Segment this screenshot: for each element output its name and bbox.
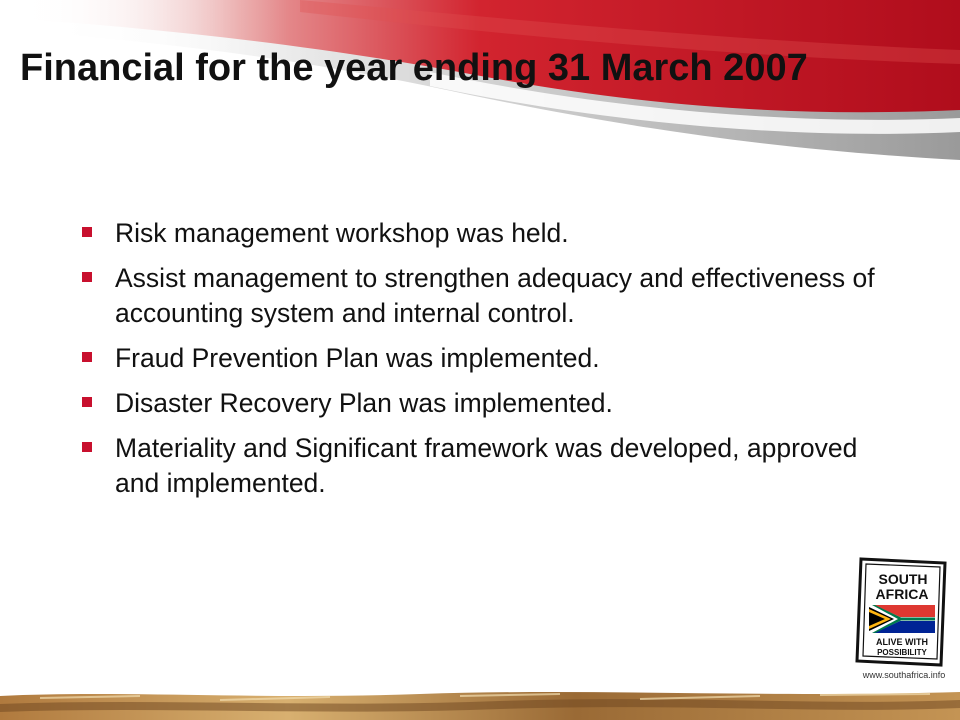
bullet-text: Materiality and Significant framework was developed, approved and implemented. [115, 433, 858, 498]
south-africa-flag-icon [869, 605, 935, 633]
square-bullet-icon [82, 442, 92, 452]
square-bullet-icon [82, 227, 92, 237]
logo-text-south: SOUTH [878, 571, 928, 587]
bullet-item [80, 431, 880, 501]
bullet-text: Risk management workshop was held. [115, 218, 569, 248]
bullet-text: Disaster Recovery Plan was implemented. [115, 388, 613, 418]
logo-tagline-line2: POSSIBILITY [877, 648, 927, 657]
square-bullet-icon [82, 397, 92, 407]
bottom-decorative-strip [0, 686, 960, 720]
square-bullet-icon [82, 352, 92, 362]
bullet-list [80, 216, 880, 511]
logo-text-africa: AFRICA [875, 586, 929, 602]
bullet-item [80, 386, 880, 421]
bullet-text: Assist management to strengthen adequacy and effectiveness of accounting system and internal control. [115, 263, 875, 328]
south-africa-logo [855, 555, 947, 667]
slide-title: Financial for the year ending 31 March 2007 [20, 47, 808, 89]
bullet-item [80, 216, 880, 251]
bullet-text: Fraud Prevention Plan was implemented. [115, 343, 600, 373]
bullet-item [80, 341, 880, 376]
bullet-item [80, 261, 880, 331]
logo-tagline-line1: ALIVE WITH [876, 637, 928, 647]
logo-url-text: www.southafrica.info [862, 670, 946, 680]
square-bullet-icon [82, 272, 92, 282]
